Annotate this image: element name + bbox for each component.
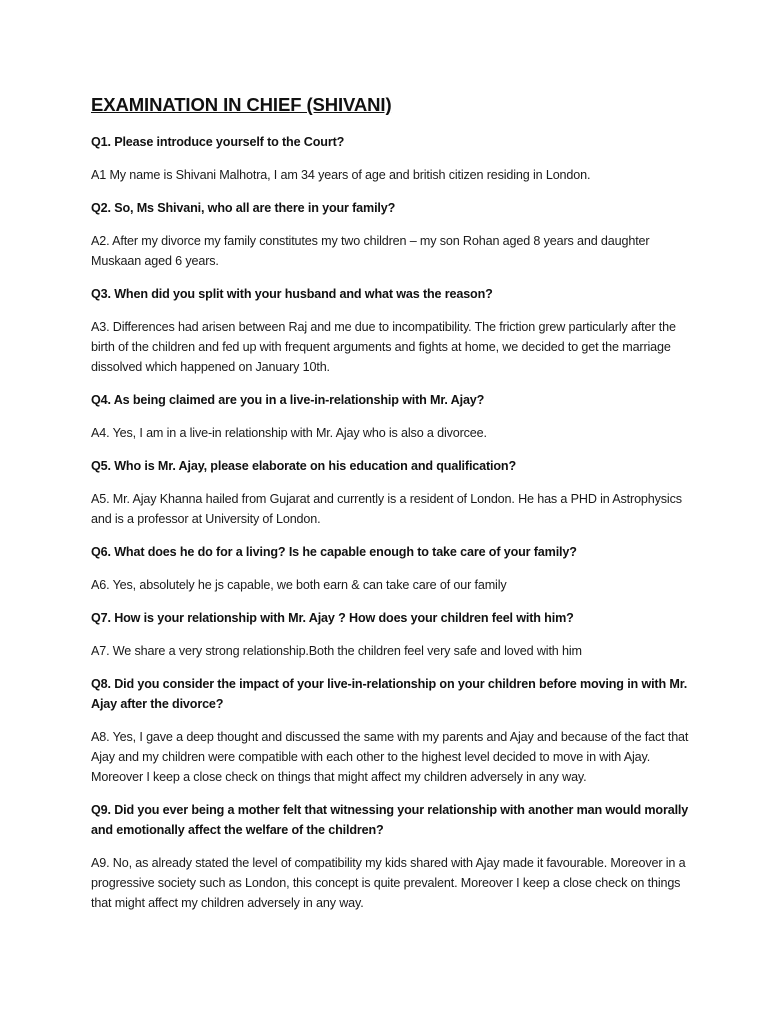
document-body <box>91 94 691 926</box>
question-1: Q1. Please introduce yourself to the Court? <box>91 135 345 149</box>
answer-3: A3. Differences had arisen between Raj and me due to incompatibility. The friction grew particularly after the birth of the children and fed up with frequent arguments and fights at home, we decided to get the marriage dissolved which happened on January 10th. <box>91 320 676 374</box>
answer-5: A5. Mr. Ajay Khanna hailed from Gujarat and currently is a resident of London. He has a PHD in Astrophysics and is a professor at University of London. <box>91 492 682 526</box>
question-3: Q3. When did you split with your husband and what was the reason? <box>91 287 493 301</box>
question-7: Q7. How is your relationship with Mr. Ajay ? How does your children feel with him? <box>91 611 574 625</box>
answer-6: A6. Yes, absolutely he js capable, we both earn & can take care of our family <box>91 578 507 592</box>
answer-1: A1 My name is Shivani Malhotra, I am 34 years of age and british citizen residing in London. <box>91 168 591 182</box>
question-6: Q6. What does he do for a living? Is he capable enough to take care of your family? <box>91 545 577 559</box>
page-title: EXAMINATION IN CHIEF (SHIVANI) <box>91 94 392 115</box>
question-8: Q8. Did you consider the impact of your live-in-relationship on your children before moving in with Mr. Ajay after the divorce? <box>91 677 688 711</box>
answer-4: A4. Yes, I am in a live-in relationship with Mr. Ajay who is also a divorcee. <box>91 426 487 440</box>
question-2: Q2. So, Ms Shivani, who all are there in your family? <box>91 201 396 215</box>
answer-2: A2. After my divorce my family constitutes my two children – my son Rohan aged 8 years and daughter Muskaan aged 6 years. <box>91 234 650 268</box>
answer-8: A8. Yes, I gave a deep thought and discussed the same with my parents and Ajay and because of the fact that Ajay and my children were compatible with each other to the highest level decided to move in with Ajay. Moreover I keep a close check on things that might affect my children adversely in any way. <box>91 730 689 784</box>
answer-7: A7. We share a very strong relationship.Both the children feel very safe and loved with him <box>91 644 582 658</box>
question-5: Q5. Who is Mr. Ajay, please elaborate on his education and qualification? <box>91 459 517 473</box>
question-9: Q9. Did you ever being a mother felt that witnessing your relationship with another man would morally and emotionally affect the welfare of the children? <box>91 803 689 837</box>
answer-9: A9. No, as already stated the level of compatibility my kids shared with Ajay made it favourable. Moreover in a progressive society such as London, this concept is quite prevalent. Moreover I keep a close check on things that might affect my children adversely in any way. <box>91 856 686 910</box>
question-4: Q4. As being claimed are you in a live-in-relationship with Mr. Ajay? <box>91 393 485 407</box>
